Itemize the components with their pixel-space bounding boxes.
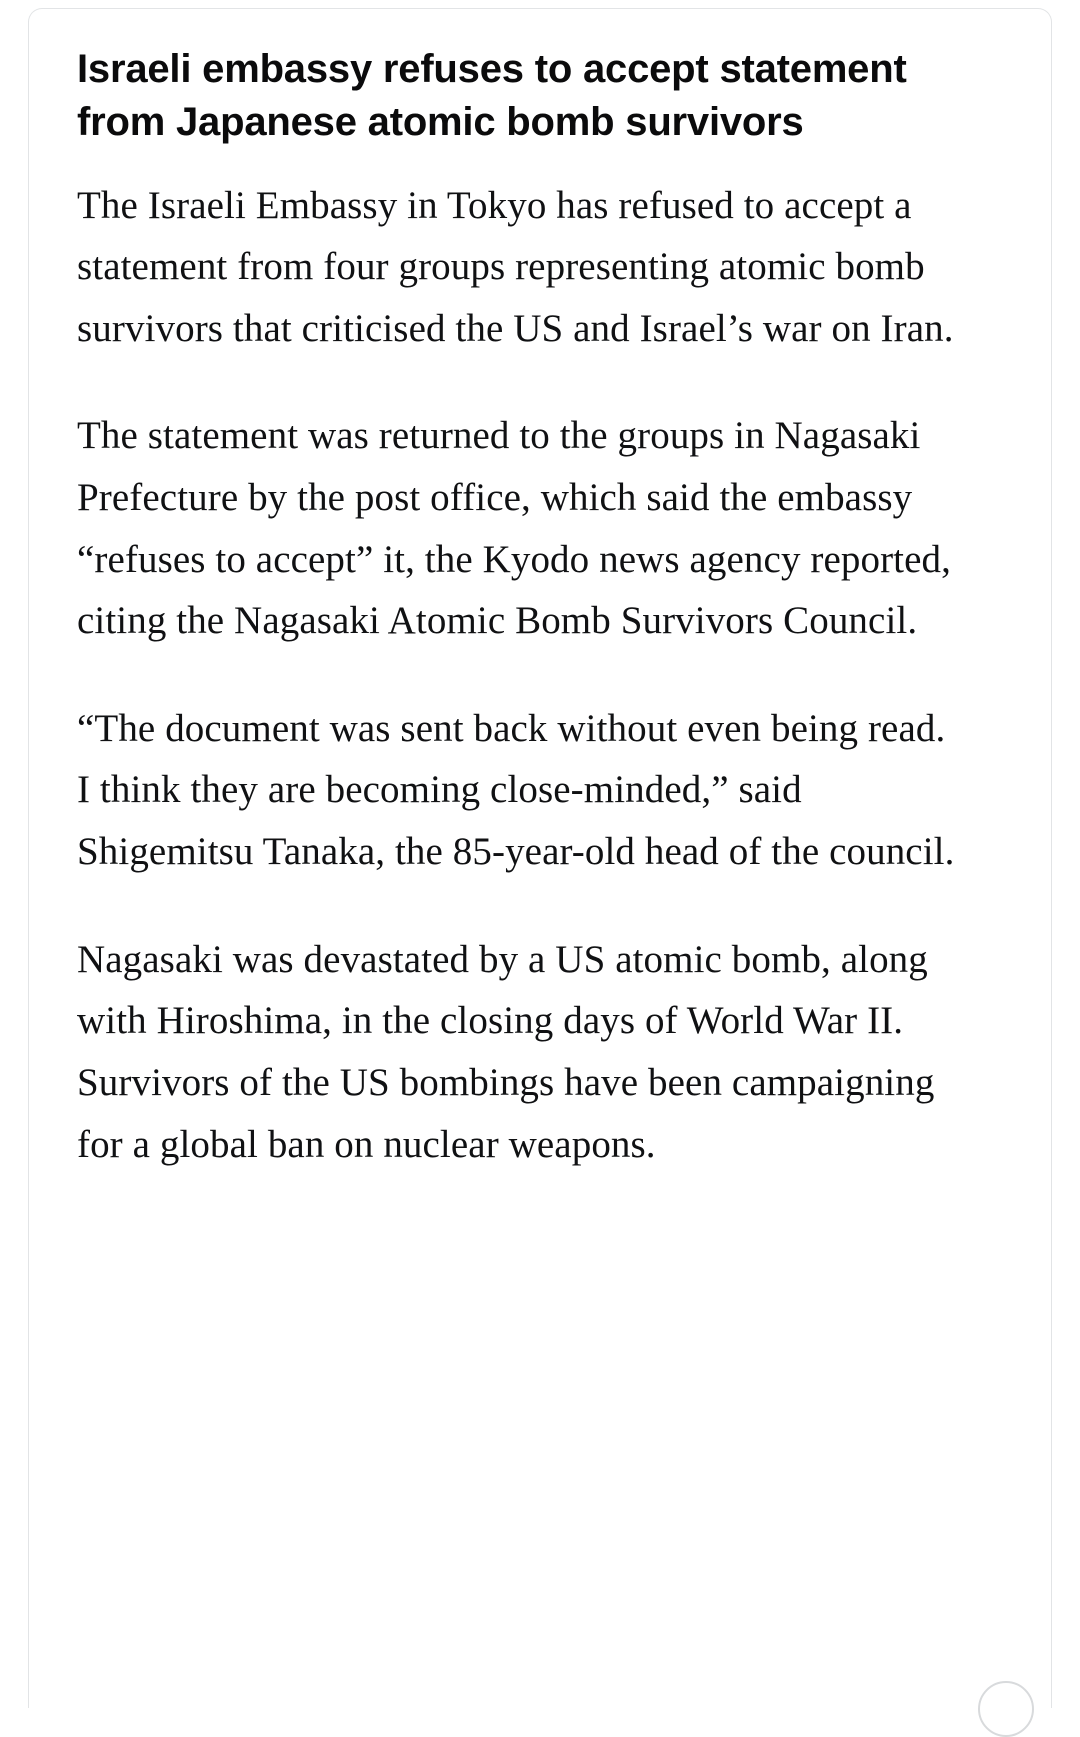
article-paragraph: Nagasaki was devastated by a US atomic bomb, along with Hiroshima, in the closing days of World War II. Survivors of the US bombings have been campaigning for a global ban on nuclear weapons.	[77, 937, 935, 1166]
article-card	[28, 8, 1052, 1708]
circle-button-icon[interactable]	[978, 1681, 1034, 1737]
page-title: Israeli embassy refuses to accept statement from Japanese atomic bomb survivors	[77, 47, 907, 144]
article-content	[29, 9, 1051, 1175]
article-body	[77, 175, 1005, 1176]
article-paragraph: “The document was sent back without even being read. I think they are becoming close-minded,” said Shigemitsu Tanaka, the 85-year-old head of the council.	[77, 706, 955, 874]
article-paragraph: The Israeli Embassy in Tokyo has refused to accept a statement from four groups representing atomic bomb survivors that criticised the US and Israel’s war on Iran.	[77, 183, 954, 350]
article-paragraph: The statement was returned to the groups in Nagasaki Prefecture by the post office, which said the embassy “refuses to accept” it, the Kyodo news agency reported, citing the Nagasaki Atomic Bomb Survivors Council.	[77, 414, 951, 643]
